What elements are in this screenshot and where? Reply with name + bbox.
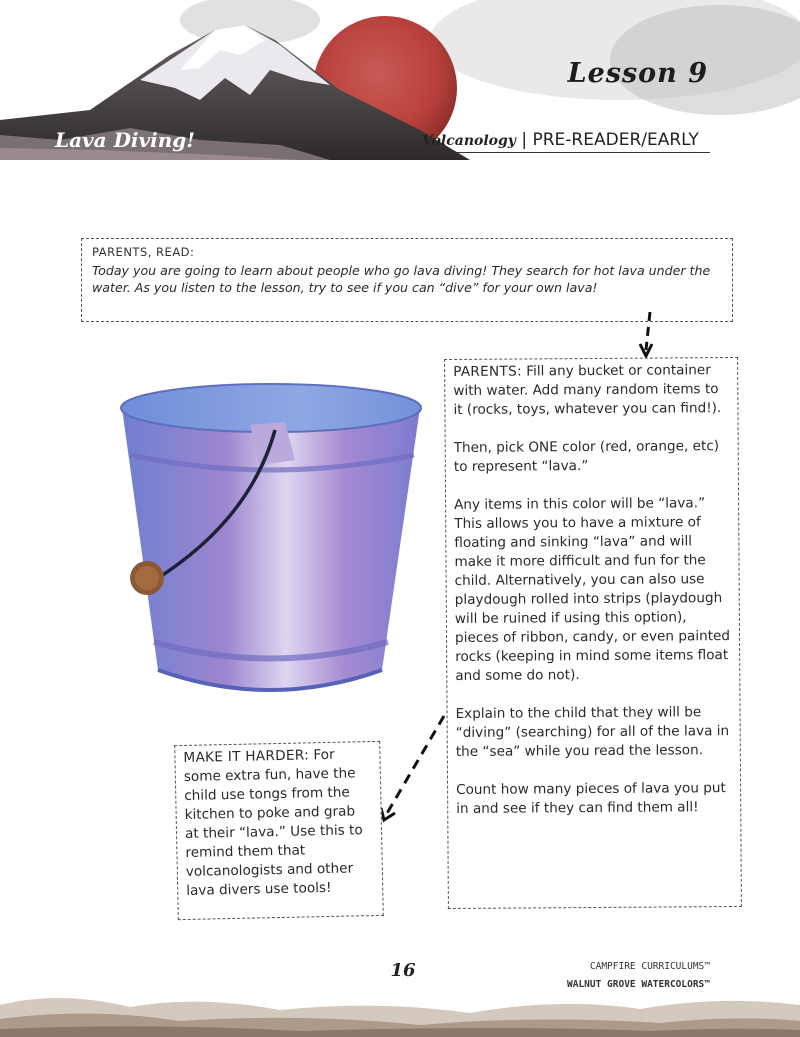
- parents-instructions-box: [444, 357, 742, 909]
- parents-paragraph-4: Explain to the child that they will be “diving” (searching) for all of the lava in the “sea” while you read the lesson.: [455, 704, 730, 760]
- parents-lead: PARENTS:: [453, 363, 522, 380]
- make-it-harder-box: [174, 741, 384, 920]
- parents-paragraph-3: Any items in this color will be “lava.” This allows you to have a mixture of floating and sinking “lava” and will make it more difficult and fun for the child. Alternatively, you can also use playdough rolled into strips (playdough will be ruined if using this option), pieces of ribbon, candy, or even painted rocks (keeping in mind some items float and some do not).: [454, 495, 731, 684]
- lesson-title: Lesson 9: [567, 58, 708, 89]
- subject-separator: |: [521, 130, 528, 150]
- subject-label: Volcanology: [422, 133, 516, 149]
- parents-paragraph-2: Then, pick ONE color (red, orange, etc) to represent “lava.”: [453, 438, 720, 475]
- page-number: 16: [390, 960, 416, 981]
- footer-watercolor: [0, 985, 800, 1037]
- credit-walnut-grove: WALNUT GROVE WATERCOLORS™: [567, 979, 710, 990]
- harder-paragraph: [183, 745, 374, 901]
- parents-text-1: Fill any bucket or container with water. Add many random items to it (rocks, toys, whatever you can find!).: [453, 362, 722, 418]
- credit-campfire: CAMPFIRE CURRICULUMS™: [589, 961, 710, 972]
- parents-paragraph-1: [453, 361, 729, 420]
- harder-lead: MAKE IT HARDER:: [183, 747, 310, 766]
- harder-text: For some extra fun, have the child use tongs from the kitchen to poke and grab at their “lava.” Use this to remind them that volcanologists and other lava divers use tools!: [183, 746, 363, 899]
- read-box-text: Today you are going to learn about people who go lava diving! They search for hot lava under the water. As you listen to the lesson, try to see if you can “dive” for your own lava!: [92, 263, 711, 295]
- page-title: Lava Diving!: [55, 128, 196, 152]
- level-label: PRE-READER/EARLY: [532, 130, 699, 150]
- read-box-label: PARENTS, READ:: [92, 245, 195, 259]
- parents-paragraph-5: Count how many pieces of lava you put in and see if they can find them all!: [456, 780, 726, 817]
